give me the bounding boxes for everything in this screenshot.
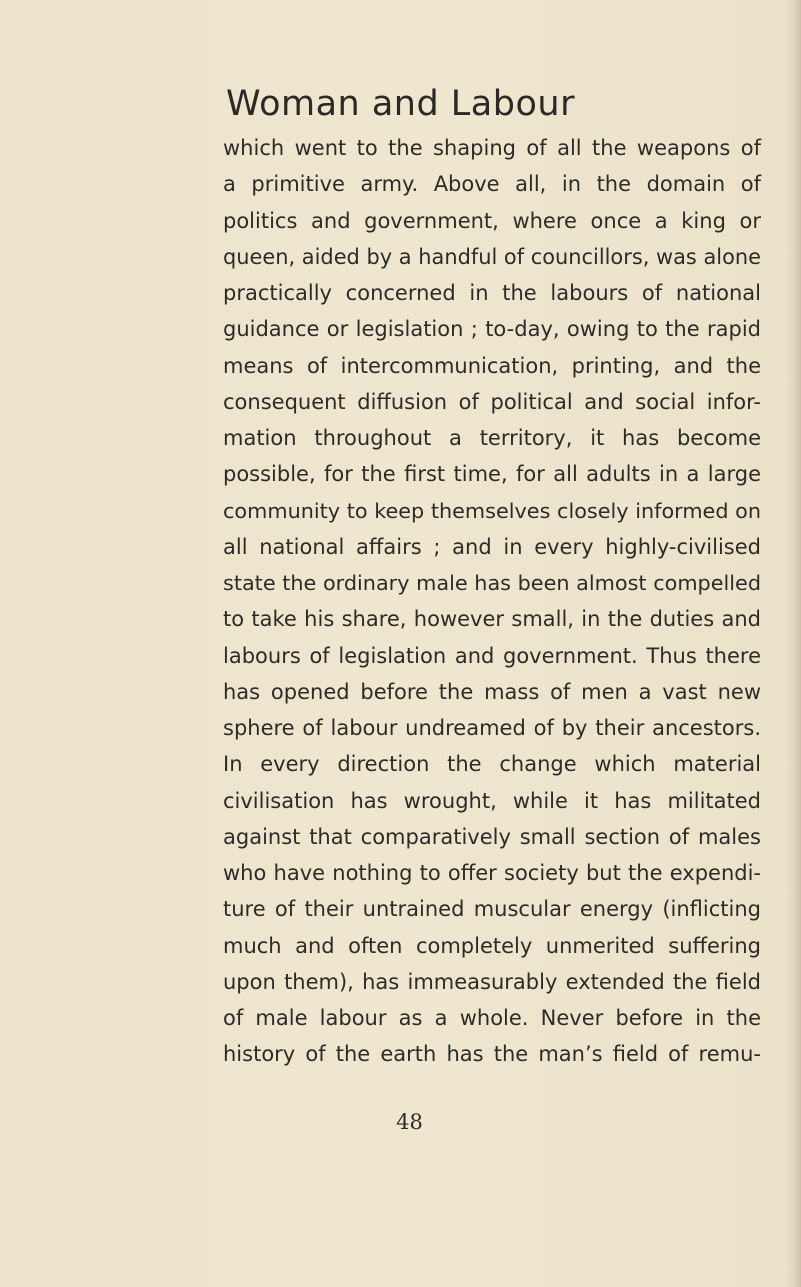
- text-line: much and often completely unmerited suffering: [223, 933, 761, 958]
- running-head: Woman and Labour: [226, 84, 575, 124]
- text-line: sphere of labour undreamed of by their ancestors.: [223, 716, 761, 740]
- text-line: guidance or legislation ; to-day, owing to the rapid: [223, 317, 761, 342]
- text-line: against that comparatively small section of males: [223, 824, 761, 849]
- text-line: possible, for the first time, for all adults in a large: [223, 462, 761, 487]
- text-line: queen, aided by a handful of councillors, was alone: [223, 244, 761, 269]
- text-line: state the ordinary male has been almost compelled: [223, 571, 761, 595]
- page-edge-shadow: [785, 0, 801, 1287]
- text-line: to take his share, however small, in the duties and: [223, 607, 761, 632]
- text-line: community to keep themselves closely informed on: [223, 498, 761, 523]
- text-line: In every direction the change which material: [223, 752, 761, 777]
- text-line: a primitive army. Above all, in the domain of: [223, 172, 761, 197]
- text-line: has opened before the mass of men a vast new: [223, 679, 761, 704]
- text-line: upon them), has immeasurably extended the field: [223, 969, 761, 994]
- text-line: of male labour as a whole. Never before in the: [223, 1006, 761, 1030]
- text-line: means of intercommunication, printing, and the: [223, 353, 761, 378]
- text-line: consequent diffusion of political and social infor-: [223, 389, 761, 414]
- text-line: who have nothing to offer society but the expendi-: [223, 861, 761, 885]
- text-line: labours of legislation and government. Thus there: [223, 643, 761, 668]
- text-line: politics and government, where once a king or: [223, 208, 761, 233]
- text-line: civilisation has wrought, while it has militated: [223, 788, 761, 813]
- page-number: 48: [396, 1110, 423, 1134]
- text-line: mation throughout a territory, it has become: [223, 426, 761, 450]
- text-line: ture of their untrained muscular energy (inflicting: [223, 897, 761, 922]
- text-line: history of the earth has the man’s field of remu-: [223, 1042, 761, 1067]
- text-line: all national affairs ; and in every highly-civilised: [223, 534, 761, 559]
- text-line: which went to the shaping of all the weapons of: [223, 136, 761, 160]
- body-text: [223, 130, 761, 1073]
- text-line: practically concerned in the labours of national: [223, 281, 761, 305]
